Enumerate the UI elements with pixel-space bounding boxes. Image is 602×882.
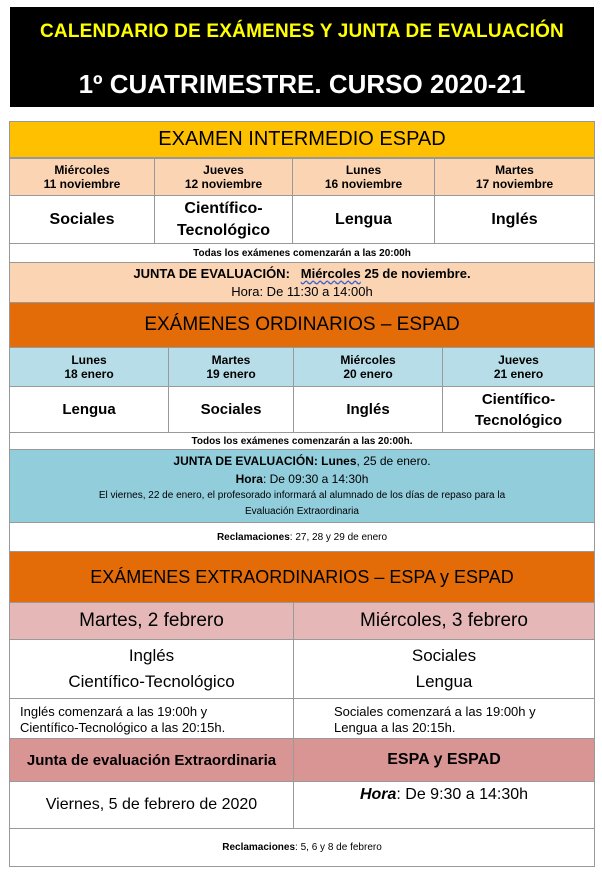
intermedio-junta bbox=[9, 262, 595, 303]
ordinarios-days-3-date: 21 enero bbox=[493, 367, 544, 381]
ordinarios-reclamaciones bbox=[9, 522, 595, 552]
intermedio-days-0-date: 11 noviembre bbox=[43, 177, 121, 191]
ordinarios-days-1-subject1: Sociales bbox=[200, 401, 262, 418]
extraordinarios-day2-subject2: Lengua bbox=[415, 672, 473, 691]
ordinarios-note bbox=[9, 432, 595, 450]
intermedio-note bbox=[9, 243, 595, 263]
extra-junta-label bbox=[9, 738, 294, 782]
intermedio-note: Todas los exámenes comenzarán a las 20:00h bbox=[193, 247, 411, 259]
extraordinarios-junta-date: Viernes, 5 de febrero de 2020 bbox=[45, 796, 258, 813]
intermedio-days-3-subject1: Inglés bbox=[491, 210, 538, 228]
intermedio-days-3-day: Martes bbox=[495, 163, 534, 177]
extra-day-2 bbox=[293, 602, 595, 640]
ordinarios-reclamaciones-value: : 27, 28 y 29 de enero bbox=[289, 531, 388, 543]
ordinarios-subject-3 bbox=[293, 386, 443, 433]
ordinarios-days-2-subject1: Inglés bbox=[346, 401, 390, 418]
intermedio-days-1-subject1: Científico- bbox=[184, 199, 263, 217]
extra-day-1-times bbox=[9, 698, 294, 739]
intermedio-days-0-day: Miércoles bbox=[54, 163, 110, 177]
ordinarios-junta bbox=[9, 449, 595, 523]
extraordinarios-reclamaciones-value: : 5, 6 y 8 de febrero bbox=[295, 842, 382, 853]
extraordinarios-day1-time2: Científico-Tecnológico a las 20:15h. bbox=[20, 720, 226, 735]
extraordinarios-day2-subject1: Sociales bbox=[411, 646, 477, 665]
ordinarios-days-0-subject1: Lengua bbox=[62, 401, 116, 418]
junta-day: Miércoles bbox=[300, 265, 361, 281]
title-banner bbox=[10, 7, 594, 107]
intermedio-days-2-subject1: Lengua bbox=[335, 210, 392, 228]
ordinarios-hora-value: : De 09:30 a 14:30h bbox=[262, 472, 369, 486]
intermedio-days-1-day: Jueves bbox=[203, 163, 244, 177]
intermedio-title bbox=[9, 121, 595, 158]
junta-hora: Hora: De 11:30 a 14:00h bbox=[231, 283, 373, 299]
junta-date: 25 de noviembre. bbox=[364, 265, 471, 281]
extraordinarios-title: EXÁMENES EXTRAORDINARIOS – ESPA y ESPAD bbox=[90, 566, 514, 587]
extraordinarios-hora-label: Hora bbox=[359, 786, 397, 803]
calendar-title: CALENDARIO DE EXÁMENES Y JUNTA DE EVALUACIÓN bbox=[40, 21, 564, 42]
intermedio-day-4 bbox=[434, 158, 595, 196]
ordinarios-days-3-subject1: Científico- bbox=[481, 390, 556, 408]
ordinarios-junta-label: JUNTA DE EVALUACIÓN: Lunes bbox=[173, 454, 357, 468]
intermedio-subject-2 bbox=[154, 195, 293, 244]
extraordinarios-day1-time1: Inglés comenzará a las 19:00h y bbox=[20, 704, 208, 719]
extraordinarios-day1-subject1: Inglés bbox=[128, 646, 175, 665]
intermedio-days-1-date: 12 noviembre bbox=[184, 177, 263, 191]
ordinarios-subject-1 bbox=[9, 386, 169, 433]
ordinarios-repaso-line1: El viernes, 22 de enero, el profesorado informará al alumnado de los días de repaso para la bbox=[98, 490, 506, 501]
ordinarios-days-1-date: 19 enero bbox=[206, 367, 256, 381]
intermedio-title: EXAMEN INTERMEDIO ESPAD bbox=[158, 128, 446, 150]
extra-day-2-times bbox=[293, 698, 595, 739]
ordinarios-hora-label: Hora bbox=[235, 472, 263, 486]
ordinarios-days-0-date: 18 enero bbox=[64, 367, 114, 381]
intermedio-days-2-day: Lunes bbox=[345, 163, 382, 177]
ordinarios-repaso-line2: Evaluación Extraordinaria bbox=[245, 506, 359, 517]
ordinarios-note: Todos los exámenes comenzarán a las 20:00h. bbox=[191, 435, 413, 447]
ordinarios-day-3 bbox=[293, 347, 443, 387]
extraordinarios-day1-subject2: Científico-Tecnológico bbox=[68, 672, 235, 691]
intermedio-days-3-date: 17 noviembre bbox=[475, 177, 554, 191]
ordinarios-day-1 bbox=[9, 347, 169, 387]
ordinarios-junta-date: , 25 de enero. bbox=[356, 454, 431, 468]
ordinarios-days-3-subject2: Tecnológico bbox=[474, 411, 563, 429]
junta-label: JUNTA DE EVALUACIÓN: bbox=[133, 265, 290, 281]
ordinarios-subject-2 bbox=[168, 386, 294, 433]
intermedio-subject-4 bbox=[434, 195, 595, 244]
extraordinarios-title bbox=[9, 551, 595, 603]
extraordinarios-junta-scope: ESPA y ESPAD bbox=[387, 751, 501, 768]
ordinarios-day-4 bbox=[442, 347, 595, 387]
extraordinarios-junta-label: Junta de evaluación Extraordinaria bbox=[26, 751, 277, 769]
ordinarios-days-2-day: Miércoles bbox=[340, 353, 396, 367]
extra-day-2-subjects bbox=[293, 639, 595, 699]
ordinarios-day-2 bbox=[168, 347, 294, 387]
extraordinarios-day1: Martes, 2 febrero bbox=[79, 610, 224, 631]
extraordinarios-day2-time1: Sociales comenzará a las 19:00h y bbox=[334, 704, 536, 719]
intermedio-subject-1 bbox=[9, 195, 155, 244]
extraordinarios-reclamaciones-label: Reclamaciones bbox=[222, 842, 296, 853]
ordinarios-days-0-day: Lunes bbox=[71, 353, 107, 367]
extraordinarios-day2-time2: Lengua a las 20:15h. bbox=[334, 720, 456, 735]
ordinarios-title: EXÁMENES ORDINARIOS – ESPAD bbox=[144, 314, 460, 335]
extra-junta-scope bbox=[293, 738, 595, 782]
ordinarios-subject-4 bbox=[442, 386, 595, 433]
intermedio-day-3 bbox=[292, 158, 435, 196]
ordinarios-reclamaciones-label: Reclamaciones bbox=[216, 531, 290, 543]
ordinarios-days-3-day: Jueves bbox=[498, 353, 539, 367]
extraordinarios-day2: Miércoles, 3 febrero bbox=[360, 610, 528, 631]
course-title: 1º CUATRIMESTRE. CURSO 2020-21 bbox=[78, 69, 526, 99]
ordinarios-days-2-date: 20 enero bbox=[343, 367, 393, 381]
extra-day-1 bbox=[9, 602, 294, 640]
extra-day-1-subjects bbox=[9, 639, 294, 699]
ordinarios-title bbox=[9, 302, 595, 348]
intermedio-days-0-subject1: Sociales bbox=[49, 210, 115, 228]
intermedio-days-1-subject2: Tecnológico bbox=[176, 221, 271, 239]
intermedio-day-2 bbox=[154, 158, 293, 196]
extra-reclamaciones bbox=[9, 828, 595, 867]
intermedio-days-2-date: 16 noviembre bbox=[324, 177, 403, 191]
intermedio-subject-3 bbox=[292, 195, 435, 244]
extra-junta-hora bbox=[293, 781, 595, 829]
extra-junta-date bbox=[9, 781, 294, 829]
ordinarios-days-1-day: Martes bbox=[211, 353, 251, 367]
intermedio-day-1 bbox=[9, 158, 155, 196]
extraordinarios-hora-value: : De 9:30 a 14:30h bbox=[396, 786, 529, 803]
